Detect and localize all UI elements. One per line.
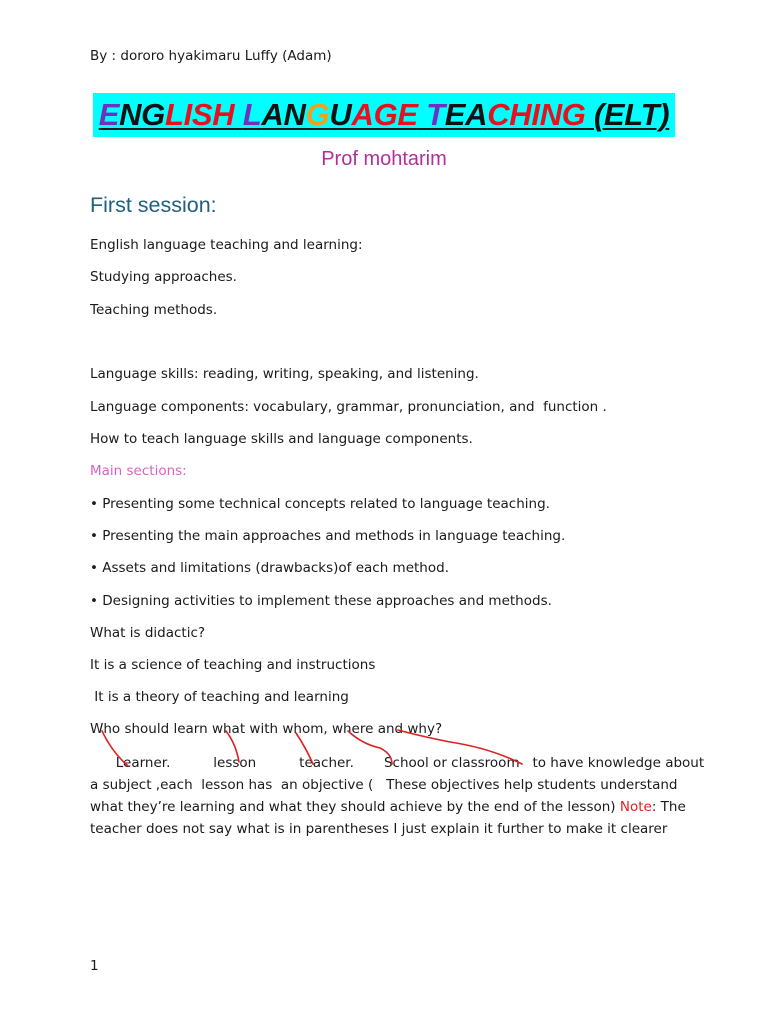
title-segment: G [305,97,330,132]
title-segment: AN [261,97,306,132]
question-line: What is didactic? [90,625,206,641]
arrow-where-school [348,731,392,764]
bullet-item: • Assets and limitations (drawbacks)of each method. [90,560,449,576]
paragraph-row: a subject ,each lesson has an objective ( These objectives help students understand [90,777,678,793]
title-segment: L [242,97,262,132]
title-segment: EA [444,97,488,132]
question-line: Who should learn what with whom, where and why? [90,721,443,737]
text-line: How to teach language skills and language components. [90,431,473,447]
title-segment: E [98,97,120,132]
title-segment: U [329,97,352,132]
bullet-item: • Presenting some technical concepts related to language teaching. [90,496,550,512]
note-label: Note [619,799,652,815]
page-number: 1 [90,958,99,974]
title-segment: AGE [351,97,418,132]
text-line: It is a science of teaching and instructions [90,657,376,673]
title-segment: CHING [487,97,586,132]
arrow-what-lesson [226,731,239,762]
text-line: English language teaching and learning: [90,237,363,253]
paragraph-row: what they’re learning and what they should achieve by the end of the lesson) Note: The [90,799,686,815]
text-line: Language components: vocabulary, grammar, pronunciation, and function . [90,399,607,415]
title-segment: (ELT) [585,97,670,132]
session-heading: First session: [90,193,217,217]
title-segment: LISH [164,97,235,132]
paragraph-row: Learner. lesson teacher. School or classroom to have knowledge about [90,755,705,771]
author-line: By : dororo hyakimaru Luffy (Adam) [90,48,332,64]
arrow-whom-teacher [296,733,313,764]
title-segment: T [426,97,445,132]
text-line: Studying approaches. [90,269,237,285]
main-sections-label: Main sections: [90,463,187,479]
text-line: It is a theory of teaching and learning [90,689,349,705]
text-line: Language skills: reading, writing, speaking, and listening. [90,366,479,382]
title-segment: NG [119,97,165,132]
paragraph-row: teacher does not say what is in parentheses I just explain it further to make it clearer [90,821,668,837]
bullet-item: • Presenting the main approaches and methods in language teaching. [90,528,566,544]
text-line: Teaching methods. [90,302,218,318]
subtitle: Prof mohtarim [321,148,447,170]
bullet-item: • Designing activities to implement these approaches and methods. [90,593,552,609]
arrow-who-learner [102,731,128,766]
arrow-why-knowledge [398,730,522,764]
